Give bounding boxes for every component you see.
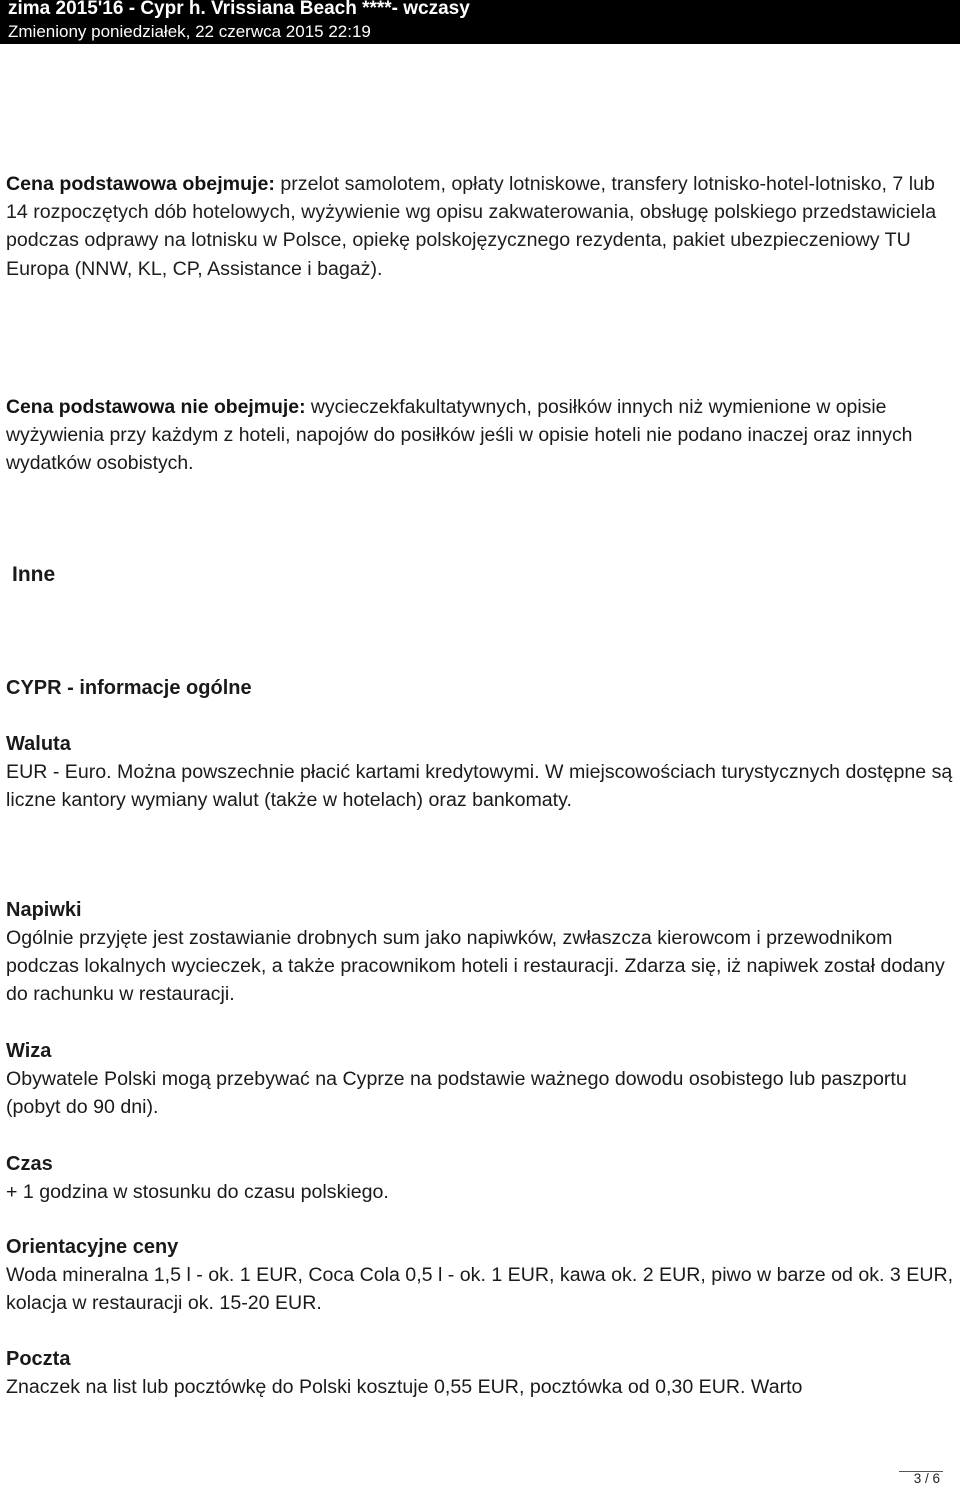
section-prices: [6, 1233, 954, 1317]
modified-date: Zmieniony poniedziałek, 22 czerwca 2015 22:19: [8, 22, 371, 41]
time-text: + 1 godzina w stosunku do czasu polskiego.: [6, 1181, 389, 1203]
currency-text: EUR - Euro. Można powszechnie płacić kartami kredytowymi. W miejscowościach turystycznych dostępne są liczne kantory wymiany walut (także w hotelach) oraz bankomaty.: [6, 761, 953, 812]
post-text: Znaczek na list lub pocztówkę do Polski kosztuje 0,55 EUR, pocztówka od 0,30 EUR. Warto: [6, 1376, 803, 1398]
prices-title: Orientacyjne ceny: [6, 1236, 179, 1258]
price-included-text: przelot samolotem, opłaty lotniskowe, transfery lotnisko-hotel-lotnisko, 7 lub 14 rozpoczętych dób hotelowych, wyżywienie wg opisu zakwaterowania, obsługę polskiego przedstawiciela podczas odprawy na lotnisku w Polsce, opiekę polskojęzycznego rezydenta, pakiet ubezpieczeniowy TU Europa (NNW, KL, CP, Assistance i bagaż).: [6, 173, 937, 280]
price-included-paragraph: [6, 170, 954, 283]
page-number: 3 / 6: [913, 1471, 940, 1486]
post-title: Poczta: [6, 1348, 71, 1370]
visa-text: Obywatele Polski mogą przebywać na Cyprze na podstawie ważnego dowodu osobistego lub paszportu (pobyt do 90 dni).: [6, 1068, 907, 1119]
section-heading-cyprus: CYPR - informacje ogólne: [6, 677, 252, 699]
time-title: Czas: [6, 1153, 53, 1175]
currency-title: Waluta: [6, 733, 71, 755]
price-included-label: Cena podstawowa obejmuje:: [6, 173, 275, 195]
section-heading-other: Inne: [12, 563, 56, 586]
document-header: [0, 0, 960, 44]
prices-text: Woda mineralna 1,5 l - ok. 1 EUR, Coca Cola 0,5 l - ok. 1 EUR, kawa ok. 2 EUR, piwo w barze od ok. 3 EUR, kolacja w restauracji ok. 15-20 EUR.: [6, 1264, 954, 1315]
price-excluded-text: wycieczekfakultatywnych, posiłków innych niż wymienione w opisie wyżywienia przy każdym z hoteli, napojów do posiłków jeśli w opisie hoteli nie podano inaczej oraz innych wydatków osobistych.: [6, 396, 913, 475]
price-excluded-label: Cena podstawowa nie obejmuje:: [6, 396, 306, 418]
section-currency: [6, 730, 954, 814]
document-title: zima 2015'16 - Cypr h. Vrissiana Beach ****- wczasy: [8, 0, 470, 19]
section-time: [6, 1150, 954, 1206]
visa-title: Wiza: [6, 1040, 52, 1062]
tips-text: Ogólnie przyjęte jest zostawianie drobnych sum jako napiwków, zwłaszcza kierowcom i przewodnikom podczas lokalnych wycieczek, a także pracownikom hoteli i restauracji. Zdarza się, iż napiwek został dodany do rachunku w restauracji.: [6, 927, 945, 1006]
tips-title: Napiwki: [6, 899, 82, 921]
section-tips: [6, 896, 954, 1009]
section-visa: [6, 1037, 954, 1121]
section-post: [6, 1345, 954, 1401]
price-excluded-paragraph: [6, 393, 954, 478]
